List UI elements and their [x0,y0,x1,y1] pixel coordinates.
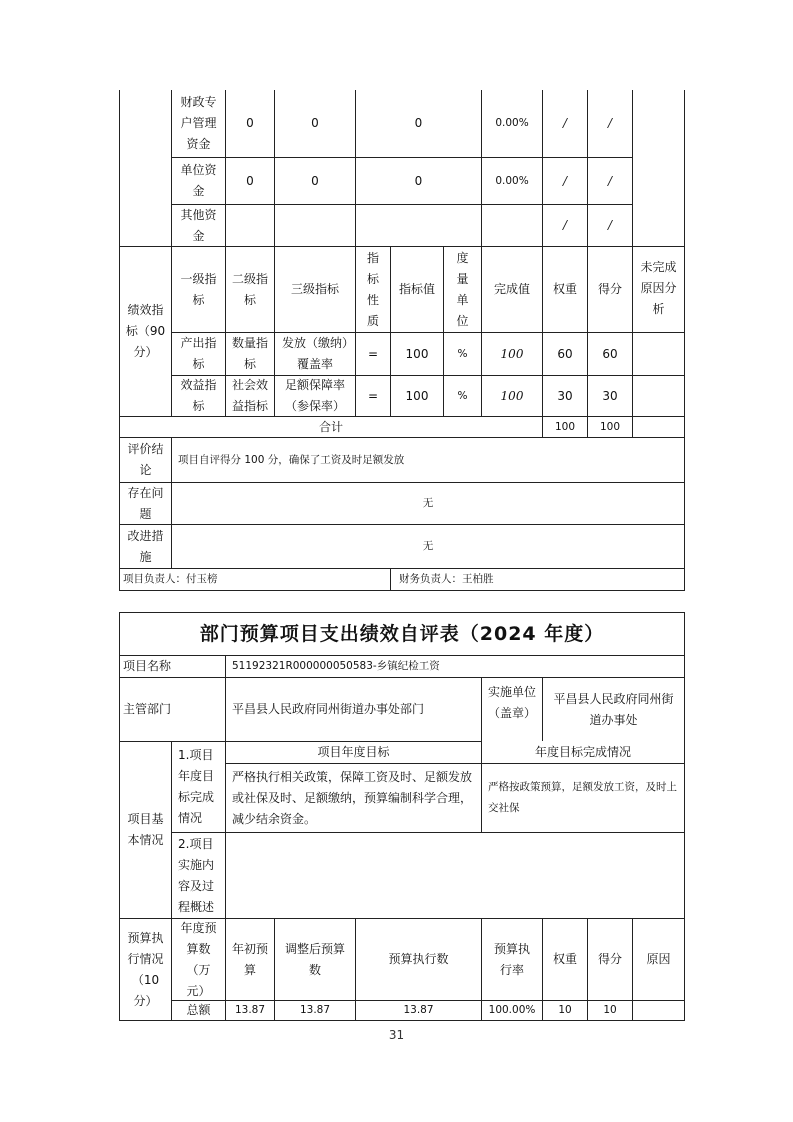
perf-total-reason [632,416,685,438]
perf-row-actual: 100 [481,375,543,417]
basic-info-item2-text [225,832,685,919]
perf-row-level1: 效益指标 [171,375,226,417]
budget-total-executed: 13.87 [355,1000,482,1021]
budget-total-score: 10 [587,1000,633,1021]
budget-header-weight: 权重 [542,918,588,1001]
perf-total-weight: 100 [542,416,588,438]
funding-weight: / [542,90,588,158]
completion-text: 严格按政策预算，足额发放工资，及时上交社保 [481,763,685,833]
goal-header: 项目年度目标 [225,741,482,764]
perf-row-weight: 30 [542,375,588,417]
budget-header-initial: 年初预算 [225,918,275,1001]
perf-row-unit: % [443,332,482,376]
funding-weight: / [542,157,588,205]
perf-header-reason: 未完成原因分析 [632,246,685,333]
budget-total-weight: 10 [542,1000,588,1021]
goal-text: 严格执行相关政策，保障工资及时、足额发放或社保及时、足额缴纳，预算编制科学合理，减少结余资金。 [225,763,482,833]
department-value: 平昌县人民政府同州街道办事处部门 [225,677,482,742]
funding-adjusted-budget [274,204,356,247]
improvements-label: 改进措施 [119,524,172,569]
budget-total-reason [632,1000,685,1021]
funding-rate: 0.00% [481,90,543,158]
project-name-label: 项目名称 [119,655,226,678]
funding-row-label: 单位资金 [171,157,226,205]
form-title: 部门预算项目支出绩效自评表（2024 年度） [119,612,685,656]
basic-info-label: 项目基本情况 [119,741,172,919]
problems-value: 无 [171,482,685,525]
implementer-label: 实施单位（盖章） [481,677,543,763]
perf-total-score: 100 [587,416,633,438]
perf-header-level3: 三级指标 [274,246,356,333]
funding-score: / [587,157,633,205]
perf-row-score: 30 [587,375,633,417]
funding-reason-cell [632,90,685,247]
perf-row-reason [632,332,685,376]
perf-row-weight: 60 [542,332,588,376]
perf-header-level1: 一级指标 [171,246,226,333]
funding-row-label: 其他资金 [171,204,226,247]
funding-executed [355,204,482,247]
budget-header-adjusted: 调整后预算数 [274,918,356,1001]
funding-rate: 0.00% [481,157,543,205]
perf-row-level2: 数量指标 [225,332,275,376]
perf-row-level2: 社会效益指标 [225,375,275,417]
project-name-value: 51192321R000000050583-乡镇纪检工资 [225,655,685,678]
performance-section-label: 绩效指标（90分） [119,246,172,417]
conclusion-label: 评价结论 [119,437,172,483]
perf-row-level1: 产出指标 [171,332,226,376]
improvements-value: 无 [171,524,685,569]
problems-label: 存在问题 [119,482,172,525]
budget-total-label: 总额 [171,1000,226,1021]
funding-section-label-cell [119,90,172,247]
budget-header-score: 得分 [587,918,633,1001]
budget-total-rate: 100.00% [481,1000,543,1021]
budget-header-annual: 年度预算数（万元） [171,918,226,1001]
budget-header-executed: 预算执行数 [355,918,482,1001]
conclusion-value: 项目自评得分 100 分，确保了工资及时足额发放 [171,437,685,483]
funding-executed: 0 [355,90,482,158]
perf-row-actual: 100 [481,332,543,376]
implementer-value: 平昌县人民政府同州街道办事处 [542,677,685,742]
funding-row-label: 财政专户管理资金 [171,90,226,158]
perf-header-nature: 指标性质 [355,246,391,333]
funding-adjusted-budget: 0 [274,157,356,205]
funding-initial-budget: 0 [225,157,275,205]
completion-header: 年度目标完成情况 [481,741,685,764]
project-lead-signature: 项目负责人：付玉榜 [119,568,391,591]
perf-row-target: 100 [390,332,444,376]
perf-header-target: 指标值 [390,246,444,333]
perf-header-unit: 度量单位 [443,246,482,333]
funding-score: / [587,90,633,158]
budget-total-initial: 13.87 [225,1000,275,1021]
perf-header-score: 得分 [587,246,633,333]
funding-weight: / [542,204,588,247]
perf-row-reason [632,375,685,417]
budget-header-rate: 预算执行率 [481,918,543,1001]
basic-info-item1-label: 1.项目年度目标完成情况 [171,741,226,833]
department-label: 主管部门 [119,677,226,742]
perf-header-weight: 权重 [542,246,588,333]
perf-row-score: 60 [587,332,633,376]
budget-exec-label: 预算执行情况（10分） [119,918,172,1021]
funding-executed: 0 [355,157,482,205]
perf-row-level3: 发放（缴纳）覆盖率 [274,332,356,376]
funding-score: / [587,204,633,247]
perf-total-label: 合计 [119,416,543,438]
perf-header-level2: 二级指标 [225,246,275,333]
perf-row-nature: = [355,332,391,376]
funding-initial-budget [225,204,275,247]
perf-row-nature: = [355,375,391,417]
perf-row-unit: % [443,375,482,417]
budget-total-adjusted: 13.87 [274,1000,356,1021]
perf-header-actual: 完成值 [481,246,543,333]
perf-row-target: 100 [390,375,444,417]
finance-lead-signature: 财务负责人：王柏胜 [390,568,685,591]
page-number: 31 [388,1028,405,1042]
perf-row-level3: 足额保障率（参保率） [274,375,356,417]
basic-info-item2-label: 2.项目实施内容及过程概述 [171,832,226,919]
funding-rate [481,204,543,247]
budget-header-reason: 原因 [632,918,685,1001]
funding-adjusted-budget: 0 [274,90,356,158]
funding-initial-budget: 0 [225,90,275,158]
